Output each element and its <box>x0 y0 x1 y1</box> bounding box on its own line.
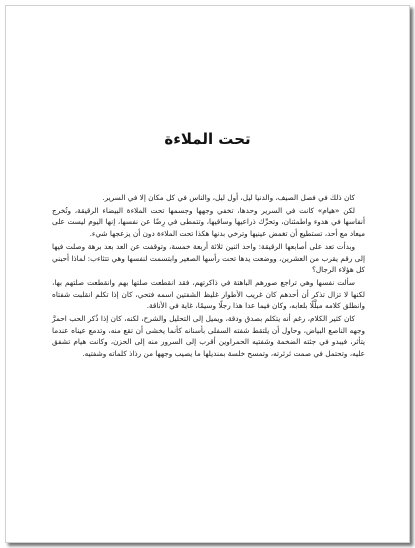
chapter-body <box>52 192 365 360</box>
paragraph: كان كثير الكلام، رغم أنه يتكلم بصدق ودقة، ويميل إلى التحليل والشرح، لكنه، كان إذا ذُكر الحب احمرَّ وجهه الناصع البياض، وحاول أن يلتقط شفته السفلى بأسنانه كأنما يخشى أن تقع منه، وتدمع عيناه عندما يتأثر، فيبدو في جثته الضخمة وشفتيه الحمراوين أقرب إلى السرور منه إلى الحزن، وكانت هيام تشفق عليه، وتحتمل في صمت ثرثرته، وتمسح خلسة بمنديلها ما يصيب وجهها من رذاذ كلماته وشفتيه. <box>52 314 365 359</box>
paragraph: لكن «هيام» كانت في السرير وحدها، تخفي وجهها وجسمها تحت الملاءة البيضاء الرقيقة، وتُخرج أنفاسها في هدوء واطمئنان، وتحرِّك ذراعيها وساقيها، وتتمطى في رِضًا عن نفسها، إنها اليوم ليست على ميعاد مع أحد، تستطيع أن تغمض عينيها وترخي بدنها هكذا تحت الملاءة دون أن يزعجها شيء. <box>52 205 365 239</box>
chapter-title: تحت الملاءة <box>164 130 251 148</box>
paragraph: سألت نفسها وهي تراجع صورهم الباهتة في ذاكرتهم، فقد انقطعت صلتها بهم وانقطعت صلتهم بها، لكنها لا تزال تذكر أن أحدهم كان غريب الأطوار غليظ الشفتين اسمه فتحي، كان إذا تكلم انقلبت شفتاه وانطلق كلامه مبلَّلًا بلعابه، وكان فيما عدا هذا رجلًا وسيمًا، غاية في الأناقة. <box>52 277 365 311</box>
paragraph: كان ذلك في فصل الصيف، والدنيا ليل، أول ليل، والناس في كل مكان إلا في السرير. <box>102 193 355 202</box>
document-page <box>5 5 410 543</box>
paragraph: وبدأت تعد على أصابعها الرقيقة: واحد اثنين ثلاثة أربعة خمسة، وتوقفت عن العد بعد برهة وصلت فيها إلى رقم يقرب من العشرين، ووضعت يدها تحت رأسها الصغير وابتسمت لنفسها وهي تتثاءب: لماذا أحبني كل هؤلاء الرجال؟ <box>52 241 365 275</box>
